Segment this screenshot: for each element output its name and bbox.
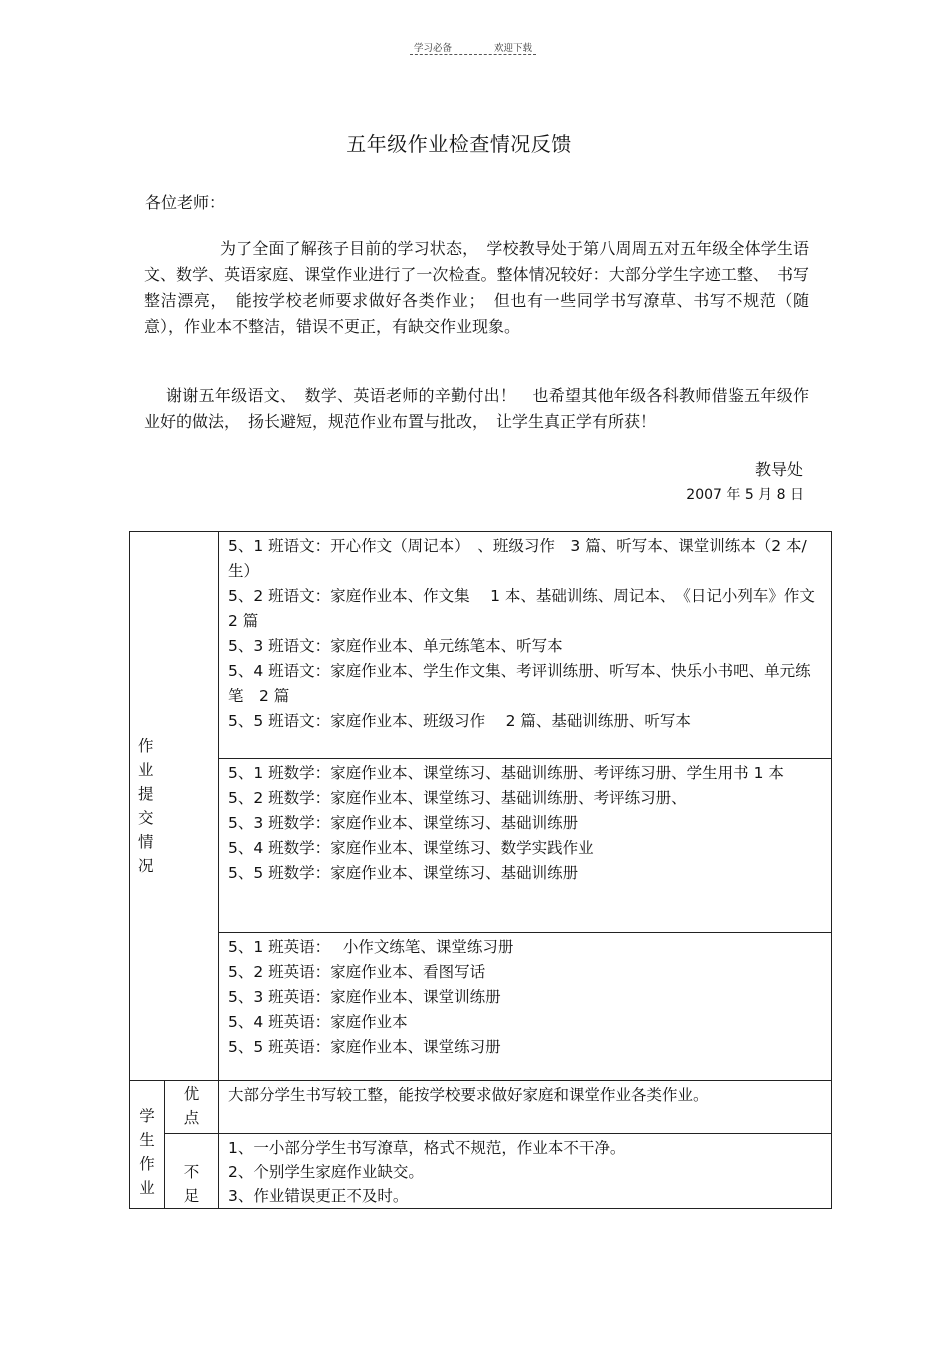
list-item: 5、1 班英语： 小作文练笔、课堂练习册 <box>228 938 514 956</box>
list-item: 2、个别学生家庭作业缺交。 <box>228 1163 424 1181</box>
list-item: 5、2 班英语：家庭作业本、看图写话 <box>228 963 486 981</box>
shortfall-cell <box>219 1134 832 1209</box>
list-item: 5、2 班数学：家庭作业本、课堂练习、基础训练册、考评练习册、 <box>228 789 687 807</box>
homework-table <box>129 531 832 1209</box>
chinese-submission-cell <box>219 532 832 759</box>
list-item: 5、4 班数学：家庭作业本、课堂练习、数学实践作业 <box>228 839 594 857</box>
document-title: 五年级作业检查情况反馈 <box>346 132 572 156</box>
submission-label-char: 作 <box>138 737 154 755</box>
shortfall-label-char: 足 <box>183 1187 200 1205</box>
list-item: 5、1 班语文：开心作文（周记本） 、班级习作 3 篇、听写本、课堂训练本（2 本/生） <box>228 537 807 580</box>
list-item: 3、作业错误更正不及时。 <box>228 1187 409 1205</box>
list-item: 5、4 班语文：家庭作业本、学生作文集、考评训练册、听写本、快乐小书吧、单元练笔 2 篇 <box>228 662 811 705</box>
body-paragraph-1: 为了全面了解孩子目前的学习状态， 学校教导处于第八周周五对五年级全体学生语文、数学、英语家庭、课堂作业进行了一次检查。整体情况较好：大部分学生字迹工整、 书写整洁漂亮， 能按学校老师要求做好各类作业； 但也有一些同学书写潦草、书写不规范（随意），作业本不整洁，错误不更正，有缺交作业现象。 <box>144 239 809 336</box>
header-right-text: 欢迎下载 <box>494 43 533 54</box>
shortfall-label-cell <box>165 1134 219 1209</box>
student-label-char: 业 <box>139 1178 155 1197</box>
merit-text: 大部分学生书写较工整，能按学校要求做好家庭和课堂作业各类作业。 <box>228 1086 709 1104</box>
list-item: 5、3 班数学：家庭作业本、课堂练习、基础训练册 <box>228 814 579 832</box>
signoff: 教导处 <box>754 460 803 479</box>
list-item: 5、5 班数学：家庭作业本、课堂练习、基础训练册 <box>228 864 579 882</box>
body-paragraph-2: 谢谢五年级语文、 数学、英语老师的辛勤付出！ 也希望其他年级各科教师借鉴五年级作业好的做法， 扬长避短，规范作业布置与批改， 让学生真正学有所获！ <box>144 386 809 431</box>
header-left-text: 学习必备 <box>414 43 453 54</box>
merit-label-char: 点 <box>183 1109 200 1127</box>
merit-label-char: 优 <box>183 1085 200 1103</box>
math-submission-cell <box>219 759 832 933</box>
list-item: 5、5 班语文：家庭作业本、班级习作 2 篇、基础训练册、听写本 <box>228 712 691 730</box>
merit-label-cell <box>165 1081 219 1134</box>
salutation: 各位老师： <box>145 193 226 212</box>
list-item: 5、3 班英语：家庭作业本、课堂训练册 <box>228 988 501 1006</box>
list-item: 5、4 班英语：家庭作业本 <box>228 1013 408 1031</box>
list-item: 5、5 班英语：家庭作业本、课堂练习册 <box>228 1038 501 1056</box>
list-item: 5、3 班语文：家庭作业本、单元练笔本、听写本 <box>228 637 563 655</box>
submission-label-char: 业 <box>138 761 154 779</box>
list-item: 1、一小部分学生书写潦草，格式不规范，作业本不干净。 <box>228 1139 626 1157</box>
list-item: 5、1 班数学：家庭作业本、课堂练习、基础训练册、考评练习册、学生用书 1 本 <box>228 764 784 782</box>
list-item: 5、2 班语文：家庭作业本、作文集 1 本、基础训练、周记本、 《日记小列车》作文 2 篇 <box>228 587 831 630</box>
english-submission-cell <box>219 933 832 1081</box>
submission-label-char: 交 <box>138 809 154 827</box>
submission-label-cell <box>130 532 219 1081</box>
submission-label-char: 况 <box>138 857 154 875</box>
shortfall-label-char: 不 <box>183 1163 200 1181</box>
student-homework-label-cell <box>130 1081 165 1209</box>
header-dashed-line <box>410 54 536 55</box>
document-date: 2007 年 5 月 8 日 <box>686 487 804 503</box>
student-label-char: 作 <box>139 1154 155 1173</box>
student-label-char: 生 <box>139 1130 155 1149</box>
submission-label-char: 提 <box>138 785 154 803</box>
student-label-char: 学 <box>139 1106 155 1125</box>
merit-cell <box>219 1081 832 1134</box>
submission-label-char: 情 <box>138 833 154 851</box>
